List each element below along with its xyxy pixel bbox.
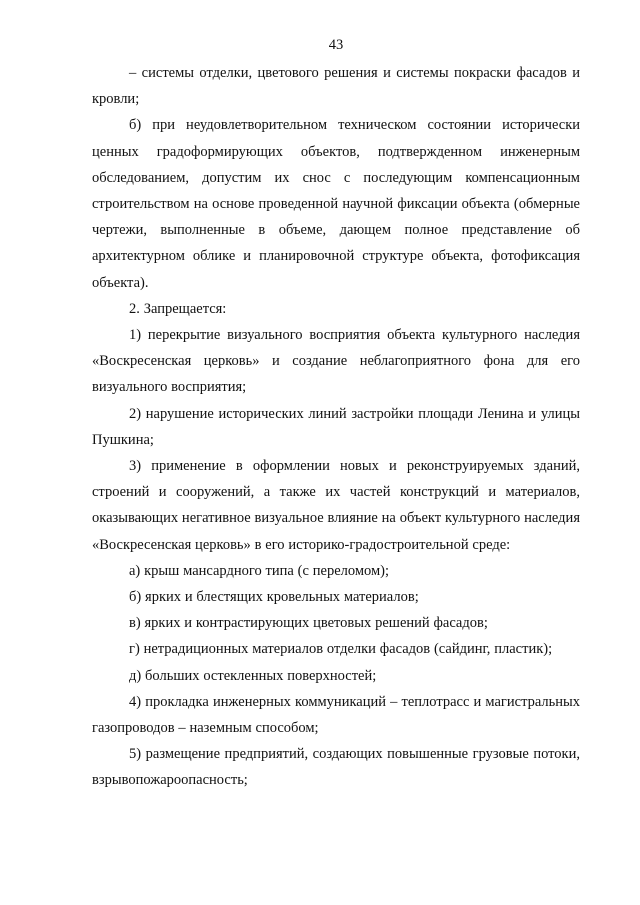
paragraph-subitem-a: а) крыш мансардного типа (с переломом); (129, 562, 390, 579)
paragraph-finishing-systems: – системы отделки, цветового решения и системы покраски фасадов и кровли; (92, 65, 580, 108)
document-body (92, 60, 580, 794)
paragraph-item-1: 1) перекрытие визуального восприятия объекта культурного наследия «Воскресенская церковь» и создание неблагоприятного фона для его визуального восприятия; (92, 327, 580, 396)
paragraph-prohibited-heading: 2. Запрещается: (129, 300, 227, 317)
paragraph-item-3: 3) применение в оформлении новых и реконструируемых зданий, строений и сооружений, а также их частей конструкций и материалов, оказывающих негативное визуальное влияние на объект культурного наследия «Воскресенская церковь» в его историко-градостроительной среде: (92, 458, 580, 553)
paragraph-subitem-d: д) больших остекленных поверхностей; (129, 667, 377, 684)
paragraph-subitem-v: в) ярких и контрастирующих цветовых решений фасадов; (129, 615, 488, 632)
paragraph-item-4: 4) прокладка инженерных коммуникаций – теплотрасс и магистральных газопроводов – наземным способом; (92, 693, 580, 737)
paragraph-subitem-b: б) ярких и блестящих кровельных материалов; (129, 589, 419, 606)
paragraph-demolition-condition: б) при неудовлетворительном техническом состоянии исторически ценных градоформирующих объектов, подтвержденном инженерным обследованием, допустим их снос с последующим компенсационным строительством на основе проведенной научной фиксации объекта (обмерные чертежи, выполненные в объеме, дающем полное представление об архитектурном облике и планировочной структуре объекта, фотофиксация объекта). (92, 117, 580, 291)
paragraph-item-2: 2) нарушение исторических линий застройки площади Ленина и улицы Пушкина; (92, 405, 580, 448)
page-number: 43 (328, 37, 344, 53)
paragraph-subitem-g: г) нетрадиционных материалов отделки фасадов (сайдинг, пластик); (129, 641, 553, 658)
paragraph-item-5: 5) размещение предприятий, создающих повышенные грузовые потоки, взрывопожароопасность; (92, 746, 580, 789)
